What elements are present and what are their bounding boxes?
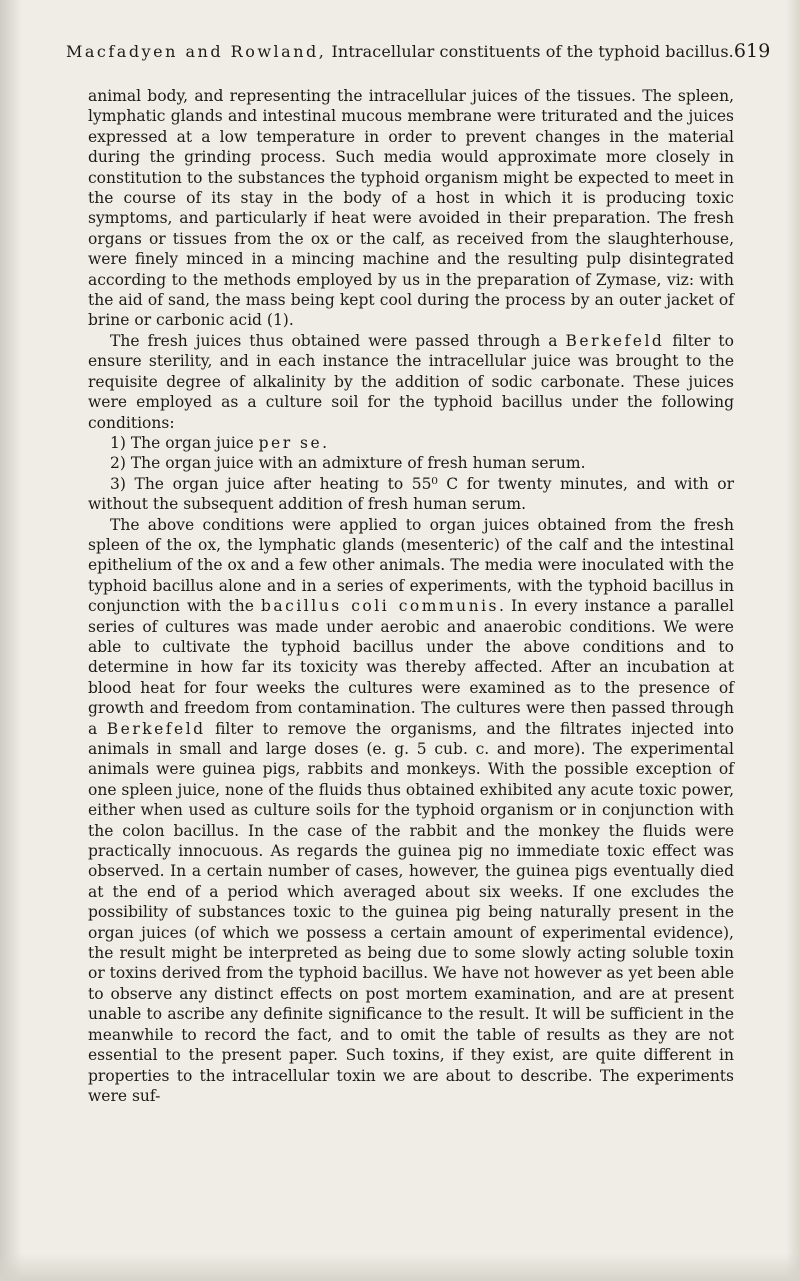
paragraph-2-spaced-term: Berkefeld: [565, 331, 665, 350]
page-edge-shadow-bottom: [0, 1253, 800, 1281]
article-body: [88, 86, 734, 1106]
page-number: 619: [733, 40, 771, 62]
page-edge-shadow-left: [0, 0, 22, 1281]
page-edge-shadow-right: [786, 0, 800, 1281]
paragraph-3-spaced-term-1: bacillus coli communis: [261, 597, 500, 616]
list-item-1-after: .: [322, 433, 328, 452]
paragraph-2-after: filter to ensure sterility, and in each instance the intracellular juice was brought to the requisite degree of alkalinity by the addition of sodic carbonate. These juices were employed as a culture soil for the typhoid bacillus under the following conditions:: [88, 331, 734, 432]
paragraph-3-middle: . In every instance a parallel series of cultures was made under aerobic and anaerobic conditions. We were able to cultivate the typhoid bacillus under the above conditions and to determine in how far its toxicity was thereby affected. After an incubation at blood heat for four weeks the cultures were examined as to the presence of growth and freedom from contamination. The cultures were then passed through a: [88, 597, 734, 738]
list-item-2-text: 2) The organ juice with an admixture of fresh human serum.: [110, 454, 586, 473]
list-item-3-text: 3) The organ juice after heating to 55⁰ C for twenty minutes, and with or without the subsequent addition of fresh human serum.: [88, 474, 734, 514]
paragraph-2: [88, 331, 734, 433]
paragraph-3-before: The above conditions were applied to organ juices obtained from the fresh spleen of the ox, the lymphatic glands (mesenteric) of the calf and the intestinal epithelium of the ox and a few other animals. The media were inoculated with the typhoid bacillus alone and in a series of experiments, with the typhoid bacillus in conjunction with the: [88, 515, 734, 616]
running-title: [66, 42, 734, 61]
paragraph-3: [88, 515, 734, 1107]
paragraph-3-after: filter to remove the organisms, and the filtrates injected into animals in small and large doses (e. g. 5 cub. c. and more). The experimental animals were guinea pigs, rabbits and monkeys. With the possible exception of one spleen juice, none of the fluids thus obtained exhibited any acute toxic power, either when used as culture soils for the typhoid organism or in conjunction with the colon bacillus. In the case of the rabbit and the monkey the fluids were practically innocuous. As regards the guinea pig no immediate toxic effect was observed. In a certain number of cases, however, the guinea pigs eventually died at the end of a period which averaged about six weeks. If one excludes the possibility of substances toxic to the guinea pig being naturally present in the organ juices (of which we possess a certain amount of experimental evidence), the result might be interpreted as being due to some slowly acting soluble toxin or toxins derived from the typhoid bacillus. We have not however as yet been able to observe any distinct effects on post mortem examination, and are at present unable to ascribe any definite significance to the result. It will be sufficient in the meanwhile to record the fact, and to omit the table of results as they are not essential to the present paper. Such toxins, if they exist, are quite different in properties to the intracellular toxin we are about to describe. The experiments were suf-: [88, 719, 734, 1105]
list-item-1-spaced-term: per se: [258, 433, 323, 452]
list-item-3: [88, 474, 734, 515]
list-item-2: [88, 453, 734, 473]
paragraph-3-spaced-term-2: Berkefeld: [106, 719, 206, 738]
header-authors: Macfadyen and Rowland,: [66, 42, 327, 61]
running-header: [66, 40, 771, 62]
list-item-1: [88, 433, 734, 453]
header-title: Intracellular constituents of the typhoid bacillus.: [331, 42, 734, 61]
list-item-1-before: 1) The organ juice: [110, 433, 259, 452]
paragraph-2-before: The fresh juices thus obtained were passed through a: [110, 331, 566, 350]
paragraph-1: animal body, and representing the intracellular juices of the tissues. The spleen, lymphatic glands and intestinal mucous membrane were triturated and the juices expressed at a low temperature in order to prevent changes in the material during the grinding process. Such media would approximate more closely in constitution to the substances the typhoid organism might be expected to meet in the course of its stay in the body of a host in which it is producing toxic symptoms, and particularly if heat were avoided in their preparation. The fresh organs or tissues from the ox or the calf, as received from the slaughterhouse, were finely minced in a mincing machine and the resulting pulp disintegrated according to the methods employed by us in the preparation of Zymase, viz: with the aid of sand, the mass being kept cool during the process by an outer jacket of brine or carbonic acid (1).: [88, 87, 734, 330]
